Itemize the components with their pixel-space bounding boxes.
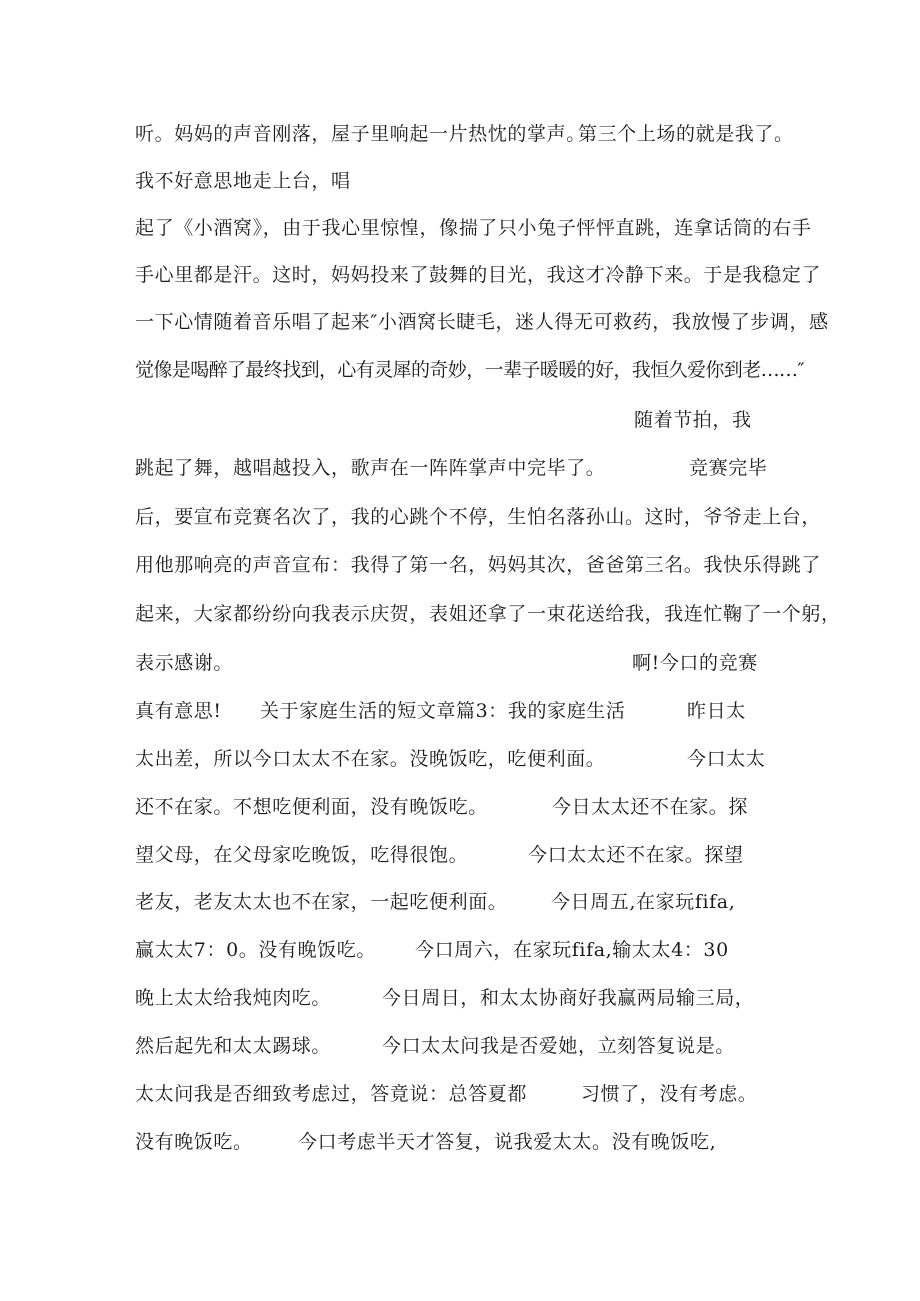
text-segment: 我不好意思地走上台，唱 [135, 170, 351, 192]
text-segment: 今日太太还不在家。探 [552, 796, 749, 818]
text-line-22 [0, 1130, 920, 1226]
text-segment: 起来，大家都纷纷向我表示庆贺，表姐还拿了一束花送给我，我连忙鞠了一个躬， [135, 603, 841, 625]
text-segment: 老友，老友太太也不在家，一起吃便利面。 [135, 891, 508, 913]
text-segment: 表示感谢。 [135, 652, 234, 674]
text-segment: 关于家庭生活的短文章篇3：我的家庭生活 [260, 700, 626, 722]
text-segment: 今口太太还不在家。探望 [528, 844, 744, 866]
text-segment: 然后起先和太太踢球。 [135, 1035, 332, 1057]
text-segment: 习惯了，没有考虑。 [581, 1083, 758, 1105]
text-segment: 一下心情随着音乐唱了起来″小酒窝长睫毛，迷人得无可救药，我放慢了步调，感 [135, 311, 829, 333]
text-segment: 随着节拍，我 [634, 409, 752, 431]
text-segment: 望父母，在父母家吃晚饭，吃得很饱。 [135, 844, 469, 866]
text-segment: 听。妈妈的声音刚落，屋子里响起一片热忱的掌声。 [135, 123, 586, 145]
text-segment: 赢太太7：0。没有晚饭吃。 [135, 939, 376, 961]
text-segment: 没有晚饭吃。 [135, 1131, 253, 1153]
text-segment: 还不在家。不想吃便利面，没有晚饭吃。 [135, 796, 488, 818]
text-segment: 今口考虑半天才答复，说我爱太太。没有晚饭吃, [298, 1131, 717, 1153]
text-segment: 跳起了舞，越唱越投入，歌声在一阵阵掌声中完毕了。 [135, 457, 606, 479]
text-segment: 今日周五,在家玩fifa, [551, 891, 736, 913]
text-segment: 啊!今口的竞赛 [632, 652, 758, 674]
text-segment: 觉像是喝醉了最终找到，心有灵犀的奇妙，一辈子暖暖的好，我恒久爱你到老……″ [135, 359, 804, 381]
text-segment: 后，要宣布竞赛名次了，我的心跳个不停，生怕名落孙山。这时，爷爷走上台， [135, 506, 822, 528]
text-segment: 晚上太太给我炖肉吃。 [135, 987, 332, 1009]
text-segment: 太出差，所以今口太太不在家。没晚饭吃，吃便利面。 [135, 748, 606, 770]
text-segment: 今口太太 [687, 748, 766, 770]
text-segment: 竞赛完毕 [689, 457, 768, 479]
text-segment: 今日周日，和太太协商好我赢两局输三局， [382, 987, 755, 1009]
text-segment: 今口周六，在家玩fifa,输太太4：30 [415, 939, 729, 961]
text-segment: 昨日太 [687, 700, 746, 722]
text-segment: 手心里都是汗。这时，妈妈投来了鼓舞的目光，我这才冷静下来。于是我稳定了 [135, 264, 822, 286]
text-segment: 用他那响亮的声音宣布：我得了第一名，妈妈其次，爸爸第三名。我快乐得跳了 [135, 554, 822, 576]
text-segment: 太太问我是否细致考虑过，答竟说：总答夏都 [135, 1083, 528, 1105]
text-segment: 第三个上场的就是我了。 [578, 123, 794, 145]
text-segment: 起了《小酒窝》，由于我心里惊惶，像揣了只小兔子怦怦直跳，连拿话筒的右手 [135, 217, 812, 239]
text-segment: 真有意思! [135, 700, 222, 722]
text-segment: 今口太太问我是否爱她，立刻答复说是。 [382, 1035, 735, 1057]
